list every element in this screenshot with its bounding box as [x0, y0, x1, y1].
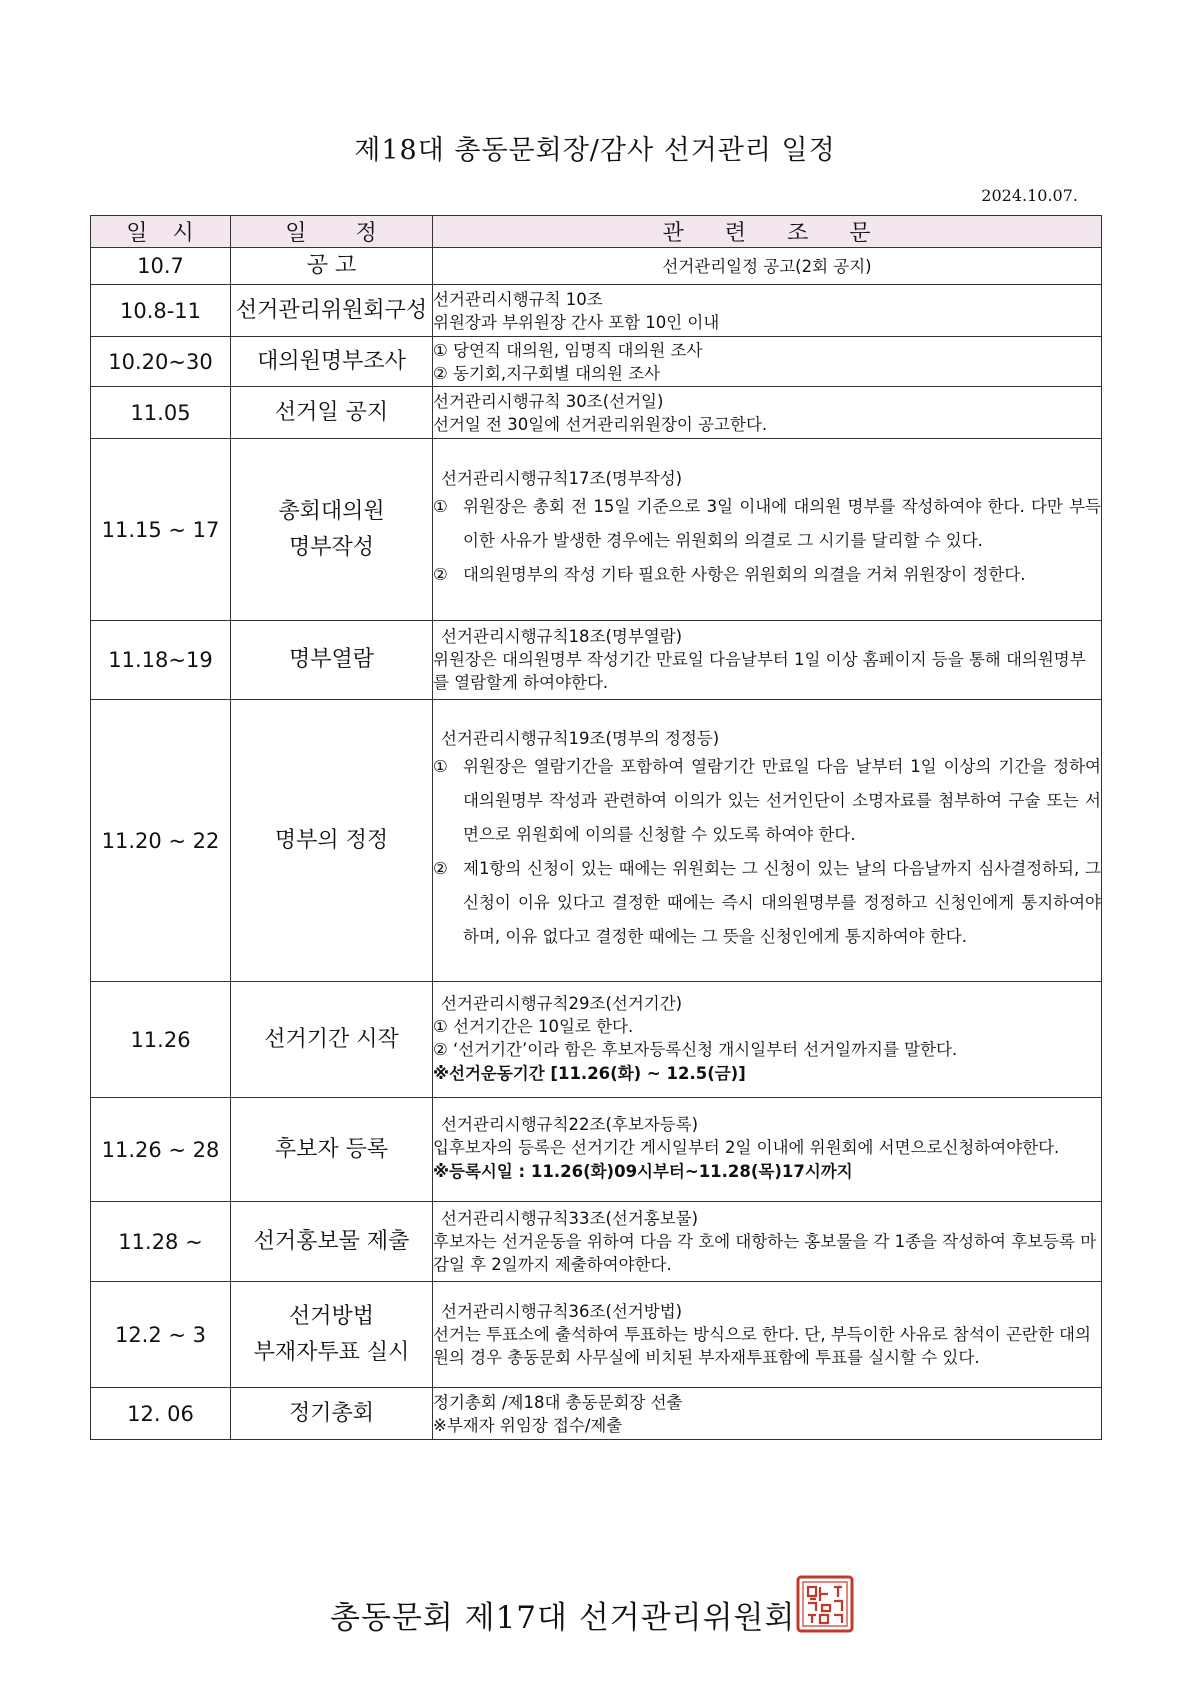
schedule-label: 대의원명부조사 [257, 348, 406, 374]
row-schedule [231, 1282, 433, 1388]
table-row [91, 248, 1102, 285]
article-heading: 선거관리시행규칙29조(선거기간) [441, 993, 683, 1013]
article-note: ※선거운동기간 [11.26(화) ~ 12.5(금)] [433, 1063, 746, 1083]
row-date: 11.05 [91, 387, 231, 439]
article-line: ② ‘선거기간’이라 함은 후보자등록신청 개시일부터 선거일까지를 말한다. [433, 1039, 958, 1059]
article-line: 선거관리시행규칙 10조 [433, 289, 603, 309]
article-line: 선거일 전 30일에 선거관리위원장이 공고한다. [433, 414, 768, 434]
article-note: ※등록시일 : 11.26(화)09시부터~11.28(목)17시까지 [433, 1162, 853, 1181]
schedule-table [90, 215, 1102, 1440]
article-line: 선거는 투표소에 출석하여 투표하는 방식으로 한다. 단, 부득이한 사유로 참석이 곤란한 대의원의 경우 총동문회 사무실에 비치된 부자재투표함에 투표를 실시할 수 있다. [433, 1324, 1091, 1367]
row-schedule [231, 248, 433, 285]
row-article [433, 1098, 1102, 1202]
schedule-label: 선거홍보물 제출 [253, 1228, 410, 1254]
header-article: 관 련 조 문 [433, 216, 1102, 248]
article-line: 선거관리시행규칙 30조(선거일) [433, 391, 664, 411]
paragraph-number: ② [433, 858, 448, 878]
row-article [433, 621, 1102, 700]
article-heading: 선거관리시행규칙22조(후보자등록) [441, 1115, 699, 1134]
table-row [91, 1388, 1102, 1440]
article-line: ① 당연직 대의원, 임명직 대의원 조사 [433, 340, 703, 360]
article-heading: 선거관리시행규칙18조(명부열람) [441, 627, 683, 646]
paragraph-text: 위원장은 총회 전 15일 기준으로 3일 이내에 대의원 명부를 작성하여야 한다. 다만 부득이한 사유가 발생한 경우에는 위원회의 의결로 그 시기를 달리할 수 있다. [463, 496, 1101, 550]
row-date: 11.26 ~ 28 [91, 1098, 231, 1202]
row-date: 12.2 ~ 3 [91, 1282, 231, 1388]
row-date: 10.8-11 [91, 285, 231, 337]
row-article [433, 1282, 1102, 1388]
article-heading: 선거관리시행규칙17조(명부작성) [441, 468, 683, 488]
table-row [91, 1098, 1102, 1202]
row-schedule [231, 337, 433, 387]
schedule-label: 총회대의원 [278, 498, 385, 524]
document-title: 제18대 총동문회장/감사 선거관리 일정 [354, 135, 836, 166]
header-date: 일 시 [91, 216, 231, 248]
article-line: 후보자는 선거운동을 위하여 다음 각 호에 대항하는 홍보물을 각 1종을 작성하여 후보등록 마감일 후 2일까지 제출하여야한다. [433, 1231, 1097, 1274]
schedule-label: 공 고 [306, 253, 357, 278]
table-row [91, 700, 1102, 982]
row-article [433, 248, 1102, 285]
table-header-row [91, 216, 1102, 248]
schedule-label: 명부열람 [288, 647, 374, 672]
table-row [91, 621, 1102, 700]
row-schedule [231, 1202, 433, 1282]
article-line: 입후보자의 등록은 선거기간 게시일부터 2일 이내에 위원회에 서면으로신청하여야한다. [433, 1138, 1060, 1157]
table-row [91, 337, 1102, 387]
table-row [91, 285, 1102, 337]
row-date: 11.15 ~ 17 [91, 439, 231, 621]
schedule-label: 명부작성 [288, 534, 374, 560]
article-text: 선거관리일정 공고(2회 공지) [662, 256, 872, 276]
article-heading: 선거관리시행규칙36조(선거방법) [441, 1301, 683, 1321]
schedule-label: 선거방법 [288, 1303, 374, 1329]
schedule-label: 선거관리위원회구성 [235, 297, 428, 323]
row-schedule [231, 621, 433, 700]
paragraph-text: 제1항의 신청이 있는 때에는 위원회는 그 신청이 있는 날의 다음날까지 심사결정하되, 그 신청이 이유 있다고 결정한 때에는 즉시 대의원명부를 정정하고 신청인에게 통지하여야 하며, 이유 없다고 결정한 때에는 그 뜻을 신청인에게 통지하여야 한다. [463, 858, 1101, 946]
row-schedule [231, 982, 433, 1098]
row-date: 11.20 ~ 22 [91, 700, 231, 982]
article-paragraph [433, 490, 1101, 558]
committee-signature: 총동문회 제17대 선거관리위원회 [330, 1600, 796, 1636]
row-schedule [231, 285, 433, 337]
row-date: 12. 06 [91, 1388, 231, 1440]
committee-seal-icon [796, 1575, 854, 1633]
document-date: 2024.10.07. [981, 186, 1078, 205]
schedule-label: 선거기간 시작 [264, 1026, 399, 1052]
table-row [91, 1202, 1102, 1282]
row-article [433, 700, 1102, 982]
paragraph-text: 위원장은 열람기간을 포함하여 열람기간 만료일 다음 날부터 1일 이상의 기간을 정하여 대의원명부 작성과 관련하여 이의가 있는 선거인단이 소명자료를 첨부하여 구술 또는 서면으로 위원회에 이의를 신청할 수 있도록 하여야 한다. [463, 756, 1101, 844]
article-line: 정기총회 /제18대 총동문회장 선출 [433, 1392, 683, 1412]
row-article [433, 439, 1102, 621]
article-line: ② 동기회,지구회별 대의원 조사 [433, 363, 661, 383]
paragraph-number: ② [433, 564, 448, 584]
table-row [91, 439, 1102, 621]
row-article [433, 387, 1102, 439]
article-paragraph [433, 558, 1101, 592]
schedule-label: 명부의 정정 [274, 827, 389, 853]
row-article [433, 285, 1102, 337]
row-date: 10.20~30 [91, 337, 231, 387]
article-heading: 선거관리시행규칙33조(선거홍보물) [441, 1208, 699, 1228]
row-schedule [231, 439, 433, 621]
row-schedule [231, 387, 433, 439]
paragraph-text: 대의원명부의 작성 기타 필요한 사항은 위원회의 의결을 거쳐 위원장이 정한다. [463, 564, 1026, 584]
article-heading: 선거관리시행규칙19조(명부의 정정등) [441, 728, 720, 748]
row-schedule [231, 1098, 433, 1202]
article-paragraph [433, 750, 1101, 852]
schedule-label: 정기총회 [288, 1400, 374, 1426]
article-paragraph [433, 852, 1101, 954]
paragraph-number: ① [433, 496, 448, 516]
article-line: ※부재자 위임장 접수/제출 [433, 1415, 623, 1435]
row-date: 10.7 [91, 248, 231, 285]
row-article [433, 982, 1102, 1098]
schedule-label: 선거일 공지 [274, 399, 389, 425]
row-schedule [231, 1388, 433, 1440]
schedule-label: 부재자투표 실시 [253, 1339, 410, 1365]
row-article [433, 1388, 1102, 1440]
table-row [91, 982, 1102, 1098]
row-date: 11.28 ~ [91, 1202, 231, 1282]
row-schedule [231, 700, 433, 982]
row-article [433, 337, 1102, 387]
header-schedule: 일 정 [231, 216, 433, 248]
row-date: 11.18~19 [91, 621, 231, 700]
schedule-label: 후보자 등록 [274, 1136, 389, 1162]
paragraph-number: ① [433, 756, 448, 776]
table-row [91, 1282, 1102, 1388]
article-line: 위원장은 대의원명부 작성기간 만료일 다음날부터 1일 이상 홈페이지 등을 통해 대의원명부를 열람할게 하여야한다. [433, 650, 1086, 692]
article-line: 위원장과 부위원장 간사 포함 10인 이내 [433, 312, 720, 332]
table-row [91, 387, 1102, 439]
article-line: ① 선거기간은 10일로 한다. [433, 1016, 634, 1036]
row-article [433, 1202, 1102, 1282]
row-date: 11.26 [91, 982, 231, 1098]
